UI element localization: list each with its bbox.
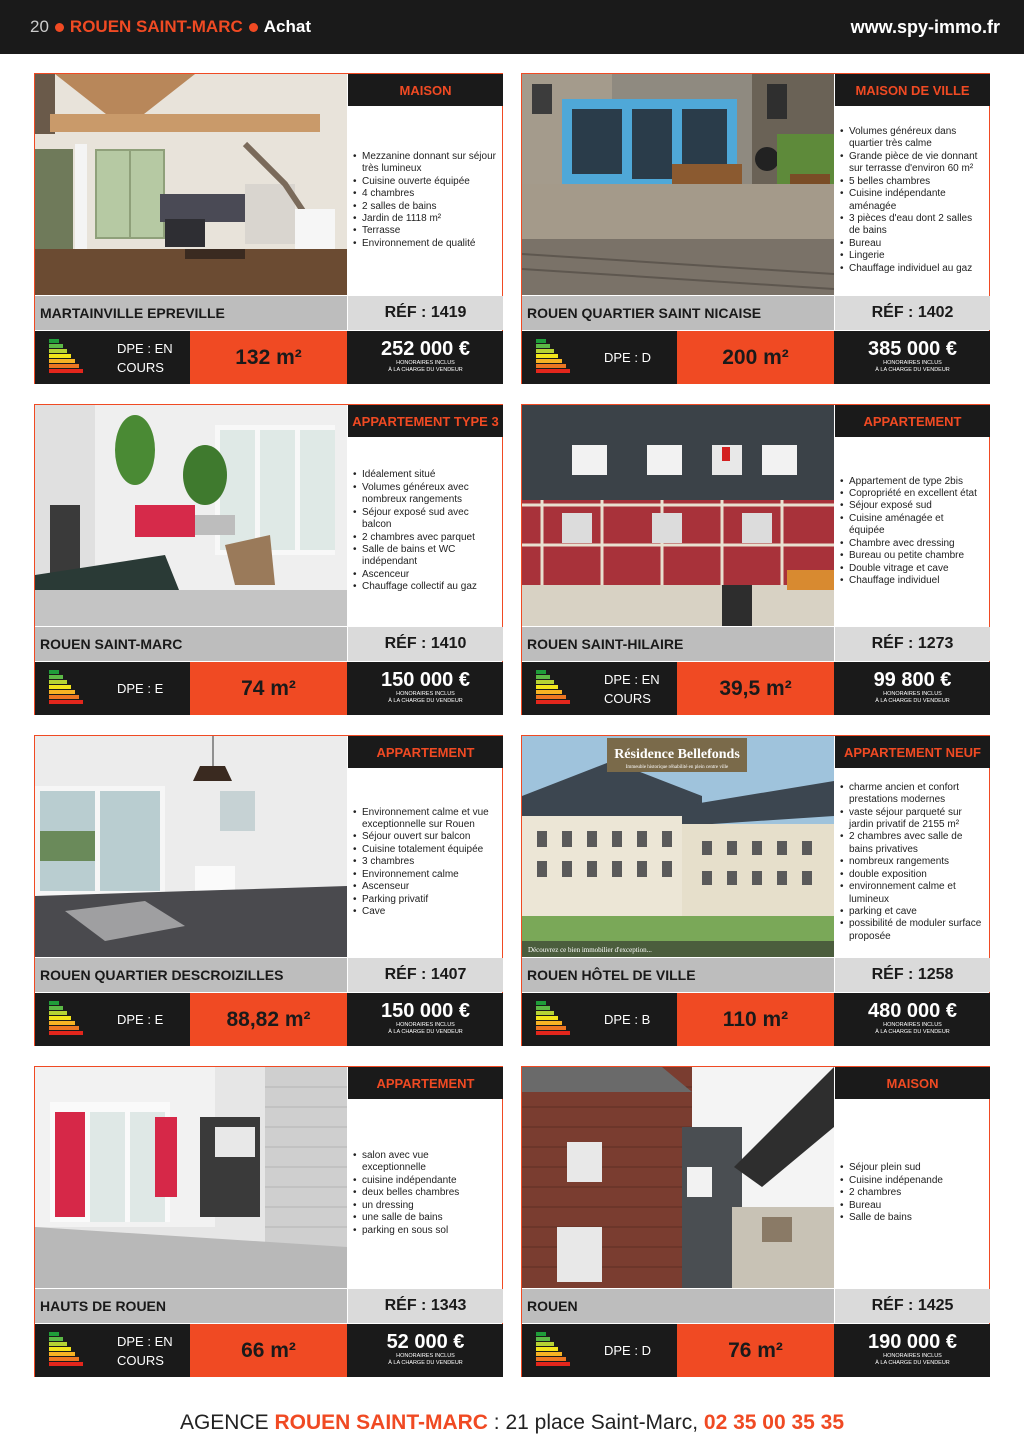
energy-rating-icon — [536, 670, 576, 708]
features-panel — [835, 768, 990, 957]
listing-card[interactable] — [521, 735, 990, 1046]
area-label: 88,82 m² — [190, 993, 347, 1046]
listing-card[interactable] — [34, 735, 503, 1046]
dpe-label — [117, 1324, 190, 1377]
feature-item: • Salle de bains — [839, 1212, 943, 1224]
feature-item: de bains — [849, 225, 887, 237]
page-number: 20 — [30, 17, 49, 36]
location-label: HAUTS DE ROUEN — [35, 1289, 347, 1323]
price-note: HONORAIRES INCLUS — [883, 691, 942, 697]
feature-item: • parking et cave — [839, 906, 981, 918]
feature-item: • Grande pièce de vie donnant — [839, 151, 977, 163]
price-note: À LA CHARGE DU VENDEUR — [388, 1360, 463, 1366]
energy-rating-icon — [49, 1332, 89, 1370]
reference-label: RÉF : 1410 — [348, 627, 503, 661]
area-label: 74 m² — [190, 662, 347, 715]
energy-rating-icon — [536, 339, 576, 377]
price-block — [835, 662, 990, 715]
feature-item: • Chambre avec dressing — [839, 538, 977, 550]
feature-item: • 5 belles chambres — [839, 176, 977, 188]
feature-item: • deux belles chambres — [352, 1187, 459, 1199]
feature-item: aménagée — [849, 200, 897, 212]
feature-item: • 2 salles de bains — [352, 201, 496, 213]
features-list — [352, 1150, 459, 1237]
reference-label: RÉF : 1425 — [835, 1289, 990, 1323]
feature-item: prestations modernes — [849, 794, 946, 806]
price-block — [348, 331, 503, 384]
photo-title: Résidence Bellefonds — [614, 747, 740, 762]
features-list — [352, 469, 477, 593]
features-list — [352, 151, 496, 250]
listing-card[interactable] — [521, 1066, 990, 1377]
price-value: 150 000 € — [381, 669, 470, 691]
feature-item: • Lingerie — [839, 250, 977, 262]
area-label: 66 m² — [190, 1324, 347, 1377]
price-value: 190 000 € — [868, 1331, 957, 1353]
price-block — [348, 1324, 503, 1377]
area-label: 132 m² — [190, 331, 347, 384]
dpe-label — [117, 993, 190, 1046]
property-type: MAISON — [835, 1067, 990, 1099]
price-note: HONORAIRES INCLUS — [396, 691, 455, 697]
feature-item: • Séjour plein sud — [839, 1162, 943, 1174]
feature-item: • un dressing — [352, 1200, 459, 1212]
reference-label: RÉF : 1407 — [348, 958, 503, 992]
feature-item: • Environnement calme et vue — [352, 807, 489, 819]
price-block — [835, 993, 990, 1046]
features-list — [839, 126, 977, 275]
footer-agency: ROUEN SAINT-MARC — [274, 1411, 488, 1434]
feature-item: exceptionnelle — [362, 1162, 426, 1174]
features-panel — [348, 437, 503, 626]
price-bar — [522, 331, 990, 384]
feature-item: • Copropriété en excellent état — [839, 488, 977, 500]
reference-label: RÉF : 1402 — [835, 296, 990, 330]
feature-item: • Cuisine indépendante — [839, 188, 977, 200]
price-note: À LA CHARGE DU VENDEUR — [875, 1029, 950, 1035]
feature-item: • salon avec vue — [352, 1150, 459, 1162]
price-note: À LA CHARGE DU VENDEUR — [875, 1360, 950, 1366]
price-value: 52 000 € — [386, 1331, 465, 1353]
feature-item: lumineux — [849, 893, 890, 905]
feature-item: • Cuisine ouverte équipée — [352, 176, 496, 188]
reference-label: RÉF : 1258 — [835, 958, 990, 992]
dpe-line-1: DPE : D — [604, 350, 651, 365]
location-label: MARTAINVILLE EPREVILLE — [35, 296, 347, 330]
feature-item: • Parking privatif — [352, 894, 489, 906]
dpe-line-1: DPE : D — [604, 1343, 651, 1358]
feature-item: bains privatives — [849, 843, 918, 855]
feature-item: proposée — [849, 930, 891, 942]
price-bar — [35, 1324, 503, 1377]
feature-item: • Séjour ouvert sur balcon — [352, 831, 489, 843]
price-bar — [522, 993, 990, 1046]
feature-item: • double exposition — [839, 869, 981, 881]
feature-item: • Cuisine aménagée et — [839, 513, 977, 525]
features-panel — [835, 437, 990, 626]
dpe-line-1: DPE : EN — [117, 340, 173, 356]
features-panel — [835, 106, 990, 295]
features-list — [839, 782, 981, 943]
price-block — [348, 993, 503, 1046]
price-value: 480 000 € — [868, 1000, 957, 1022]
energy-rating-icon — [49, 670, 89, 708]
property-type: APPARTEMENT — [835, 405, 990, 437]
feature-item: exceptionnelle sur Rouen — [362, 819, 475, 831]
dpe-label — [604, 1324, 677, 1377]
website-link[interactable]: www.spy-immo.fr — [850, 17, 1000, 37]
features-panel — [348, 768, 503, 957]
property-type: MAISON — [348, 74, 503, 106]
feature-item: sur terrasse d'environ 60 m² — [849, 163, 974, 175]
price-value: 99 800 € — [873, 669, 952, 691]
section-category: Achat — [263, 17, 311, 36]
listing-card[interactable] — [34, 73, 503, 384]
feature-item: • Terrasse — [352, 225, 496, 237]
feature-item: • Cave — [352, 906, 489, 918]
feature-item: quartier très calme — [849, 138, 932, 150]
page-header — [0, 0, 1024, 54]
features-panel — [835, 1099, 990, 1288]
feature-item: • Bureau — [839, 1200, 943, 1212]
dpe-label — [604, 993, 677, 1046]
feature-item: • charme ancien et confort — [839, 782, 981, 794]
property-photo — [522, 736, 834, 957]
feature-item: • 3 pièces d'eau dont 2 salles — [839, 213, 977, 225]
location-label: ROUEN HÔTEL DE VILLE — [522, 958, 834, 992]
feature-item: • 2 chambres avec salle de — [839, 831, 981, 843]
dpe-line-1: DPE : B — [604, 1012, 651, 1027]
price-note: À LA CHARGE DU VENDEUR — [875, 367, 950, 373]
dpe-line-1: DPE : EN — [604, 671, 660, 687]
price-bar — [522, 662, 990, 715]
price-bar — [35, 331, 503, 384]
feature-item: • vaste séjour parqueté sur — [839, 807, 981, 819]
price-note: HONORAIRES INCLUS — [883, 1353, 942, 1359]
feature-item: • Ascenseur — [352, 881, 489, 893]
energy-rating-icon — [49, 339, 89, 377]
feature-item: • Double vitrage et cave — [839, 563, 977, 575]
property-photo — [35, 405, 347, 626]
price-note: HONORAIRES INCLUS — [396, 1353, 455, 1359]
feature-item: • Idéalement situé — [352, 469, 477, 481]
listing-card[interactable] — [34, 404, 503, 715]
price-note: HONORAIRES INCLUS — [396, 1022, 455, 1028]
energy-rating-icon — [536, 1332, 576, 1370]
feature-item: • environnement calme et — [839, 881, 981, 893]
feature-item: • Ascenceur — [352, 569, 477, 581]
footer-address: : 21 place Saint-Marc, — [487, 1411, 704, 1434]
feature-item: indépendant — [362, 556, 418, 568]
feature-item: • Bureau ou petite chambre — [839, 550, 977, 562]
feature-item: • Séjour exposé sud — [839, 500, 977, 512]
dpe-label — [117, 331, 190, 384]
price-block — [835, 1324, 990, 1377]
price-value: 252 000 € — [381, 338, 470, 360]
feature-item: • Séjour exposé sud avec — [352, 507, 477, 519]
features-list — [352, 807, 489, 919]
dpe-line-2: COURS — [604, 690, 651, 706]
reference-label: RÉF : 1273 — [835, 627, 990, 661]
location-label: ROUEN QUARTIER SAINT NICAISE — [522, 296, 834, 330]
feature-item: • une salle de bains — [352, 1212, 459, 1224]
feature-item: • 3 chambres — [352, 856, 489, 868]
listing-card[interactable] — [521, 73, 990, 384]
feature-item: • Chauffage individuel — [839, 575, 977, 587]
bullet-dot-icon — [55, 23, 64, 32]
dpe-line-1: DPE : EN — [117, 1333, 173, 1349]
bullet-dot-icon — [249, 23, 258, 32]
feature-item: • Appartement de type 2bis — [839, 476, 977, 488]
feature-item: • Bureau — [839, 238, 977, 250]
dpe-line-2: COURS — [117, 1352, 164, 1368]
property-photo — [35, 1067, 347, 1288]
feature-item: • Chauffage individuel au gaz — [839, 263, 977, 275]
property-photo — [522, 1067, 834, 1288]
area-label: 39,5 m² — [677, 662, 834, 715]
reference-label: RÉF : 1343 — [348, 1289, 503, 1323]
feature-item: • possibilité de moduler surface — [839, 918, 981, 930]
feature-item: • Volumes généreux dans — [839, 126, 977, 138]
feature-item: • Environnement calme — [352, 869, 489, 881]
feature-item: très lumineux — [362, 163, 422, 175]
property-photo — [522, 74, 834, 295]
header-left — [30, 17, 311, 37]
feature-item: nombreux rangements — [362, 494, 463, 506]
property-photo — [522, 405, 834, 626]
feature-item: jardin privatif de 2155 m² — [849, 819, 960, 831]
location-label: ROUEN QUARTIER DESCROIZILLES — [35, 958, 347, 992]
feature-item: • 2 chambres — [839, 1187, 943, 1199]
price-note: À LA CHARGE DU VENDEUR — [388, 698, 463, 704]
feature-item: • Salle de bains et WC — [352, 544, 477, 556]
feature-item: • nombreux rangements — [839, 856, 981, 868]
dpe-line-2: COURS — [117, 359, 164, 375]
features-list — [839, 1162, 943, 1224]
property-photo — [35, 736, 347, 957]
photo-subtitle: Immeuble historique réhabilité en plein centre ville — [625, 765, 729, 770]
property-type: APPARTEMENT TYPE 3 — [348, 405, 503, 437]
area-label: 110 m² — [677, 993, 834, 1046]
feature-item: • 2 chambres avec parquet — [352, 532, 477, 544]
dpe-label — [117, 662, 190, 715]
price-note: HONORAIRES INCLUS — [883, 360, 942, 366]
feature-item: • Mezzanine donnant sur séjour — [352, 151, 496, 163]
features-list — [839, 476, 977, 588]
feature-item: • Cuisine totalement équipée — [352, 844, 489, 856]
features-panel — [348, 106, 503, 295]
location-label: ROUEN SAINT-MARC — [35, 627, 347, 661]
price-block — [835, 331, 990, 384]
price-block — [348, 662, 503, 715]
photo-caption: Découvrez ce bien immobilier d'exception... — [528, 946, 652, 954]
feature-item: • Volumes généreux avec — [352, 482, 477, 494]
area-label: 200 m² — [677, 331, 834, 384]
location-label: ROUEN SAINT-HILAIRE — [522, 627, 834, 661]
feature-item: • parking en sous sol — [352, 1225, 459, 1237]
section-title: ROUEN SAINT-MARC — [69, 17, 243, 36]
features-panel — [348, 1099, 503, 1288]
reference-label: RÉF : 1419 — [348, 296, 503, 330]
dpe-line-1: DPE : E — [117, 1012, 164, 1027]
footer-prefix: AGENCE — [179, 1411, 275, 1434]
feature-item: balcon — [362, 519, 392, 531]
price-bar — [522, 1324, 990, 1377]
dpe-label — [604, 662, 677, 715]
agency-footer — [0, 1411, 1024, 1435]
footer-phone[interactable]: 02 35 00 35 35 — [703, 1411, 845, 1434]
feature-item: • Cuisine indépenande — [839, 1175, 943, 1187]
price-value: 150 000 € — [381, 1000, 470, 1022]
feature-item: • cuisine indépendante — [352, 1175, 459, 1187]
dpe-label — [604, 331, 677, 384]
property-type: APPARTEMENT — [348, 736, 503, 768]
price-value: 385 000 € — [868, 338, 957, 360]
price-bar — [35, 993, 503, 1046]
price-note: HONORAIRES INCLUS — [396, 360, 455, 366]
price-note: À LA CHARGE DU VENDEUR — [875, 698, 950, 704]
price-note: À LA CHARGE DU VENDEUR — [388, 1029, 463, 1035]
property-type: APPARTEMENT — [348, 1067, 503, 1099]
listing-card[interactable] — [34, 1066, 503, 1377]
feature-item: • Jardin de 1118 m² — [352, 213, 496, 225]
property-type: APPARTEMENT NEUF — [835, 736, 990, 768]
feature-item: équipée — [849, 525, 885, 537]
area-label: 76 m² — [677, 1324, 834, 1377]
property-type: MAISON DE VILLE — [835, 74, 990, 106]
energy-rating-icon — [49, 1001, 89, 1039]
price-note: À LA CHARGE DU VENDEUR — [388, 367, 463, 373]
price-note: HONORAIRES INCLUS — [883, 1022, 942, 1028]
dpe-line-1: DPE : E — [117, 681, 164, 696]
property-photo — [35, 74, 347, 295]
feature-item: • Environnement de qualité — [352, 238, 496, 250]
listing-card[interactable] — [521, 404, 990, 715]
feature-item: • 4 chambres — [352, 188, 496, 200]
price-bar — [35, 662, 503, 715]
location-label: ROUEN — [522, 1289, 834, 1323]
feature-item: • Chauffage collectif au gaz — [352, 581, 477, 593]
energy-rating-icon — [536, 1001, 576, 1039]
